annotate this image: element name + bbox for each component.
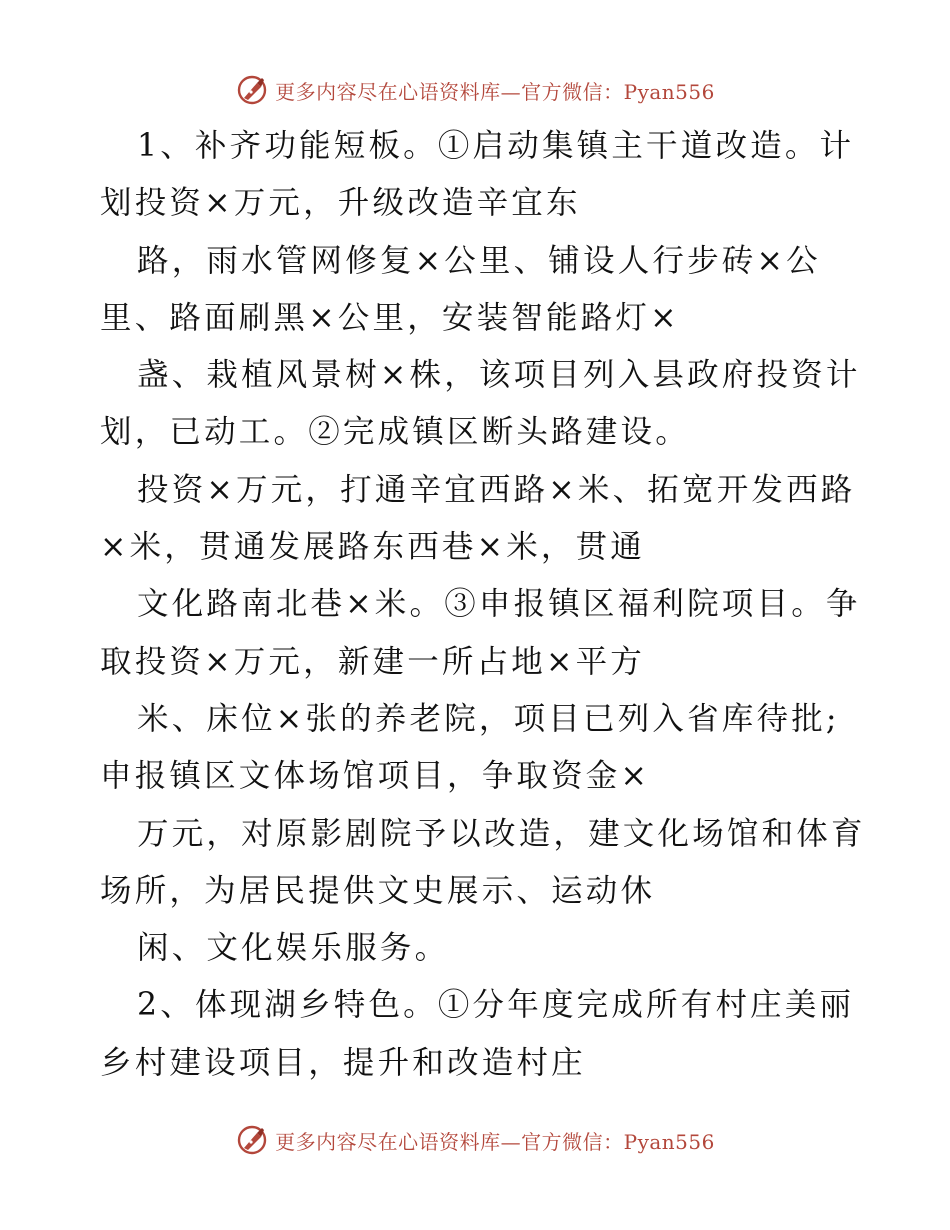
paragraph-line: 划，已动工。②完成镇区断头路建设。 [100,414,690,451]
paragraph-line: 1、补齐功能短板。①启动集镇主干道改造。计 [137,128,855,164]
paragraph-line: 乡村建设项目，提升和改造村庄 [100,1044,586,1081]
pen-nib-logo-icon [235,73,269,107]
paragraph-line: 2、体现湖乡特色。①分年度完成所有村庄美丽 [137,987,855,1024]
paragraph-line: 场所，为居民提供文史展示、运动休 [100,872,656,909]
paragraph-line: 划投资×万元，升级改造辛宜东 [100,185,581,222]
pen-nib-logo-icon [235,1123,269,1157]
paragraph-line: 里、路面刷黑×公里，安装智能路灯× [100,299,680,336]
paragraph-line: 文化路南北巷×米。③申报镇区福利院项目。争 [137,586,861,623]
paragraph-line: 闲、文化娱乐服务。 [137,930,450,967]
paragraph-line: 投资×万元，打通辛宜西路×米、拓宽开发西路 [137,471,856,508]
paragraph-line: 申报镇区文体场馆项目，争取资金× [100,758,651,795]
footer-banner-text: 更多内容尽在心语资料库—官方微信：Pyan556 [275,1129,715,1154]
paragraph-line: 取投资×万元，新建一所占地×平方 [100,643,645,680]
paragraph-line: 米、床位×张的养老院，项目已列入省库待批; [137,700,840,737]
header-banner-text: 更多内容尽在心语资料库—官方微信：Pyan556 [275,79,715,104]
paragraph-line: 盏、栽植风景树×株，该项目列入县政府投资计 [137,357,861,394]
footer-banner [0,1120,950,1160]
paragraph-line: 路，雨水管网修复×公里、铺设人行步砖×公 [137,242,821,279]
paragraph-line: 万元，对原影剧院予以改造，建文化场馆和体育 [137,815,866,852]
header-banner [0,70,950,110]
paragraph-line: ×米，贯通发展路东西巷×米，贯通 [100,529,645,566]
document-body [100,118,866,1092]
